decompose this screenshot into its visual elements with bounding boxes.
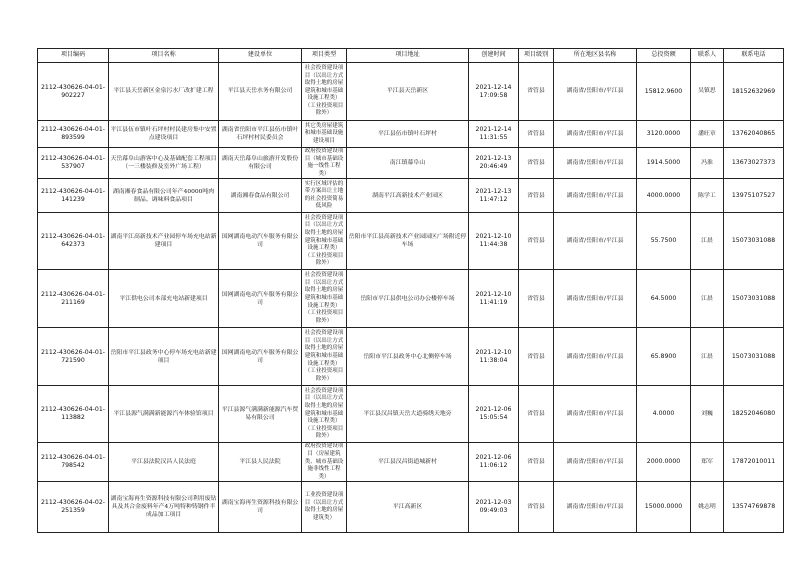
cell-invest: 64.5000 xyxy=(637,270,691,328)
cell-invest: 55.7500 xyxy=(637,213,691,270)
table-row xyxy=(38,443,784,482)
header-name: 项目名称 xyxy=(109,49,219,63)
cell-code: 2112-430626-04-01-798542 xyxy=(38,443,109,482)
cell-contact: 江晨 xyxy=(691,270,724,328)
cell-phone: 15073031088 xyxy=(724,213,784,270)
table-row xyxy=(38,328,784,386)
cell-level: 省管县 xyxy=(519,179,554,213)
project-table xyxy=(37,48,784,533)
cell-invest: 4.0000 xyxy=(637,386,691,443)
cell-contact: 江晨 xyxy=(691,213,724,270)
cell-unit: 平江县源气满满新能源汽车贸易有限公司 xyxy=(219,386,302,443)
cell-code: 2112-430626-04-01-113882 xyxy=(38,386,109,443)
cell-phone: 15073031088 xyxy=(724,270,784,328)
header-phone: 联系电话 xyxy=(724,49,784,63)
cell-name: 湖南湘春食品有限公司年产40000吨肉制品、调味料食品项目 xyxy=(109,179,219,213)
cell-region: 湖南省/岳阳市/平江县 xyxy=(554,270,637,328)
cell-region: 湖南省/岳阳市/平江县 xyxy=(554,63,637,121)
cell-name: 湖南平江高新技术产业园停车场充电站新建项目 xyxy=(109,213,219,270)
cell-unit: 湖南天岳幕阜山旅游开发股份有限公司 xyxy=(219,148,302,179)
cell-contact: 刘巍 xyxy=(691,386,724,443)
cell-contact: 江晨 xyxy=(691,328,724,386)
cell-created: 2021-12-10 11:44:38 xyxy=(469,213,519,270)
cell-contact: 郑军 xyxy=(691,443,724,482)
cell-type: 政府投资建设项目（城市基础设施一线性工程类） xyxy=(302,148,347,179)
cell-address: 平江县汉昌镇天岳大道骑绣天地旁 xyxy=(347,386,469,443)
cell-name: 天岳幕阜山游客中心及基础配套工程项目（一三楼装修及室外广场工程） xyxy=(109,148,219,179)
cell-invest: 1914.5000 xyxy=(637,148,691,179)
cell-unit: 国网湖南电动汽车服务有限公司 xyxy=(219,270,302,328)
cell-region: 湖南省/岳阳市/平江县 xyxy=(554,386,637,443)
cell-invest: 2000.0000 xyxy=(637,443,691,482)
cell-region: 湖南省/岳阳市/平江县 xyxy=(554,148,637,179)
cell-name: 平江县伍市镇叶石坪村村民建房集中安置点建设项目 xyxy=(109,121,219,148)
header-type: 项目类型 xyxy=(302,49,347,63)
cell-region: 湖南省/岳阳市/平江县 xyxy=(554,121,637,148)
cell-phone: 13574769878 xyxy=(724,482,784,533)
cell-level: 省管县 xyxy=(519,148,554,179)
header-address: 项目地址 xyxy=(347,49,469,63)
cell-phone: 15073031088 xyxy=(724,328,784,386)
cell-contact: 吴镇思 xyxy=(691,63,724,121)
cell-created: 2021-12-14 11:31:55 xyxy=(469,121,519,148)
header-unit: 建设单位 xyxy=(219,49,302,63)
cell-unit: 湖南湘春食品有限公司 xyxy=(219,179,302,213)
cell-unit: 湖南宝海再生资源科技有限公司 xyxy=(219,482,302,533)
cell-address: 南江镇幕阜山 xyxy=(347,148,469,179)
cell-address: 岳阳市平江县政务中心北侧停车场 xyxy=(347,328,469,386)
cell-level: 省管县 xyxy=(519,270,554,328)
cell-unit: 国网湖南电动汽车服务有限公司 xyxy=(219,213,302,270)
cell-address: 岳阳市平江县高新技术产业园园区广场附近停车场 xyxy=(347,213,469,270)
header-contact: 联系人 xyxy=(691,49,724,63)
cell-name: 岳阳市平江县政务中心停车场充电站新建项目 xyxy=(109,328,219,386)
cell-unit: 国网湖南电动汽车服务有限公司 xyxy=(219,328,302,386)
cell-contact: 陈学工 xyxy=(691,179,724,213)
header-code: 项目编码 xyxy=(38,49,109,63)
table-row xyxy=(38,63,784,121)
table-row xyxy=(38,121,784,148)
table-row xyxy=(38,386,784,443)
cell-address: 平江县汉昌街道城新村 xyxy=(347,443,469,482)
cell-created: 2021-12-13 20:46:49 xyxy=(469,148,519,179)
cell-code: 2112-430626-04-01-537907 xyxy=(38,148,109,179)
cell-phone: 13673027373 xyxy=(724,148,784,179)
cell-phone: 18152632969 xyxy=(724,63,784,121)
cell-type: 其它类房屋建筑和城市基础设施建设项目 xyxy=(302,121,347,148)
header-invest: 总投资额 xyxy=(637,49,691,63)
header-level: 项目级别 xyxy=(519,49,554,63)
cell-created: 2021-12-06 11:06:12 xyxy=(469,443,519,482)
cell-code: 2112-430626-04-01-893599 xyxy=(38,121,109,148)
cell-code: 2112-430626-04-01-211169 xyxy=(38,270,109,328)
cell-unit: 平江县天岳水务有限公司 xyxy=(219,63,302,121)
cell-address: 湖南平江高新技术产业园区 xyxy=(347,179,469,213)
cell-address: 岳阳市平江县供电公司办公楼停车场 xyxy=(347,270,469,328)
table-row xyxy=(38,270,784,328)
cell-phone: 18252046080 xyxy=(724,386,784,443)
cell-code: 2112-430626-04-01-642373 xyxy=(38,213,109,270)
cell-level: 省管县 xyxy=(519,328,554,386)
cell-level: 省管县 xyxy=(519,213,554,270)
cell-phone: 17872010011 xyxy=(724,443,784,482)
cell-level: 省管县 xyxy=(519,386,554,443)
cell-invest: 15000.0000 xyxy=(637,482,691,533)
cell-unit: 平江县人民法院 xyxy=(219,443,302,482)
cell-type: 工业投资建设项目（以出让方式取得土地的房屋建筑类） xyxy=(302,482,347,533)
cell-name: 平江县源气满满新能源汽车体验馆项目 xyxy=(109,386,219,443)
cell-invest: 65.8900 xyxy=(637,328,691,386)
cell-created: 2021-12-06 15:05:54 xyxy=(469,386,519,443)
cell-name: 平江供电公司本部充电站新建项目 xyxy=(109,270,219,328)
cell-level: 省管县 xyxy=(519,121,554,148)
cell-region: 湖南省/岳阳市/平江县 xyxy=(554,482,637,533)
cell-region: 湖南省/岳阳市/平江县 xyxy=(554,443,637,482)
header-row xyxy=(38,49,784,63)
cell-contact: 冯淮 xyxy=(691,148,724,179)
cell-invest: 15812.9600 xyxy=(637,63,691,121)
cell-address: 平江县伍市镇叶石坪村 xyxy=(347,121,469,148)
cell-region: 湖南省/岳阳市/平江县 xyxy=(554,328,637,386)
cell-unit: 湖南省岳阳市平江县伍市镇叶石坪村村民委员会 xyxy=(219,121,302,148)
cell-code: 2112-430626-04-01-902227 xyxy=(38,63,109,121)
cell-created: 2021-12-10 11:41:19 xyxy=(469,270,519,328)
cell-code: 2112-430626-04-02-251359 xyxy=(38,482,109,533)
cell-phone: 13975107527 xyxy=(724,179,784,213)
cell-region: 湖南省/岳阳市/平江县 xyxy=(554,179,637,213)
table-row xyxy=(38,179,784,213)
table-row xyxy=(38,148,784,179)
cell-type: 实行区域评估的带方案出让土地的社会投资简易低风险 xyxy=(302,179,347,213)
cell-type: 社会投资建设项目（以出让方式取得土地的房屋建筑和城市基础设施工程类）（工业投资项目除外） xyxy=(302,386,347,443)
cell-name: 平江县法院汉昌人民法庭 xyxy=(109,443,219,482)
header-created: 创建时间 xyxy=(469,49,519,63)
cell-code: 2112-430626-04-01-721590 xyxy=(38,328,109,386)
table-row xyxy=(38,213,784,270)
cell-contact: 潘旺章 xyxy=(691,121,724,148)
cell-created: 2021-12-10 11:38:04 xyxy=(469,328,519,386)
cell-created: 2021-12-03 09:49:03 xyxy=(469,482,519,533)
header-region: 所在地区县名称 xyxy=(554,49,637,63)
cell-created: 2021-12-13 11:47:12 xyxy=(469,179,519,213)
cell-level: 省管县 xyxy=(519,482,554,533)
cell-level: 省管县 xyxy=(519,63,554,121)
table-row xyxy=(38,482,784,533)
cell-address: 平江高新区 xyxy=(347,482,469,533)
cell-type: 社会投资建设项目（以出让方式取得土地的房屋建筑和城市基础设施工程类）（工业投资项目除外） xyxy=(302,63,347,121)
cell-region: 湖南省/岳阳市/平江县 xyxy=(554,213,637,270)
cell-type: 社会投资建设项目（以出让方式取得土地的房屋建筑和城市基础设施工程类）（工业投资项目除外） xyxy=(302,328,347,386)
cell-address: 平江县天岳新区 xyxy=(347,63,469,121)
cell-name: 平江县天岳新区金泉污水厂改扩建工程 xyxy=(109,63,219,121)
cell-code: 2112-430626-04-01-141239 xyxy=(38,179,109,213)
cell-level: 省管县 xyxy=(519,443,554,482)
cell-type: 社会投资建设项目（以出让方式取得土地的房屋建筑和城市基础设施工程类）（工业投资项目除外） xyxy=(302,213,347,270)
cell-name: 湖南宝海再生资源科技有限公司利用废钻具及其合金废料年产4万吨特种铸钢件半成品加工项目 xyxy=(109,482,219,533)
cell-invest: 3120.0000 xyxy=(637,121,691,148)
cell-invest: 4000.0000 xyxy=(637,179,691,213)
cell-created: 2021-12-14 17:09:58 xyxy=(469,63,519,121)
cell-contact: 姚志明 xyxy=(691,482,724,533)
cell-type: 社会投资建设项目（以出让方式取得土地的房屋建筑和城市基础设施工程类）（工业投资项目除外） xyxy=(302,270,347,328)
cell-phone: 13762040865 xyxy=(724,121,784,148)
cell-type: 政府投资建设项目（房屋建筑类、城市基础设施非线性工程类） xyxy=(302,443,347,482)
